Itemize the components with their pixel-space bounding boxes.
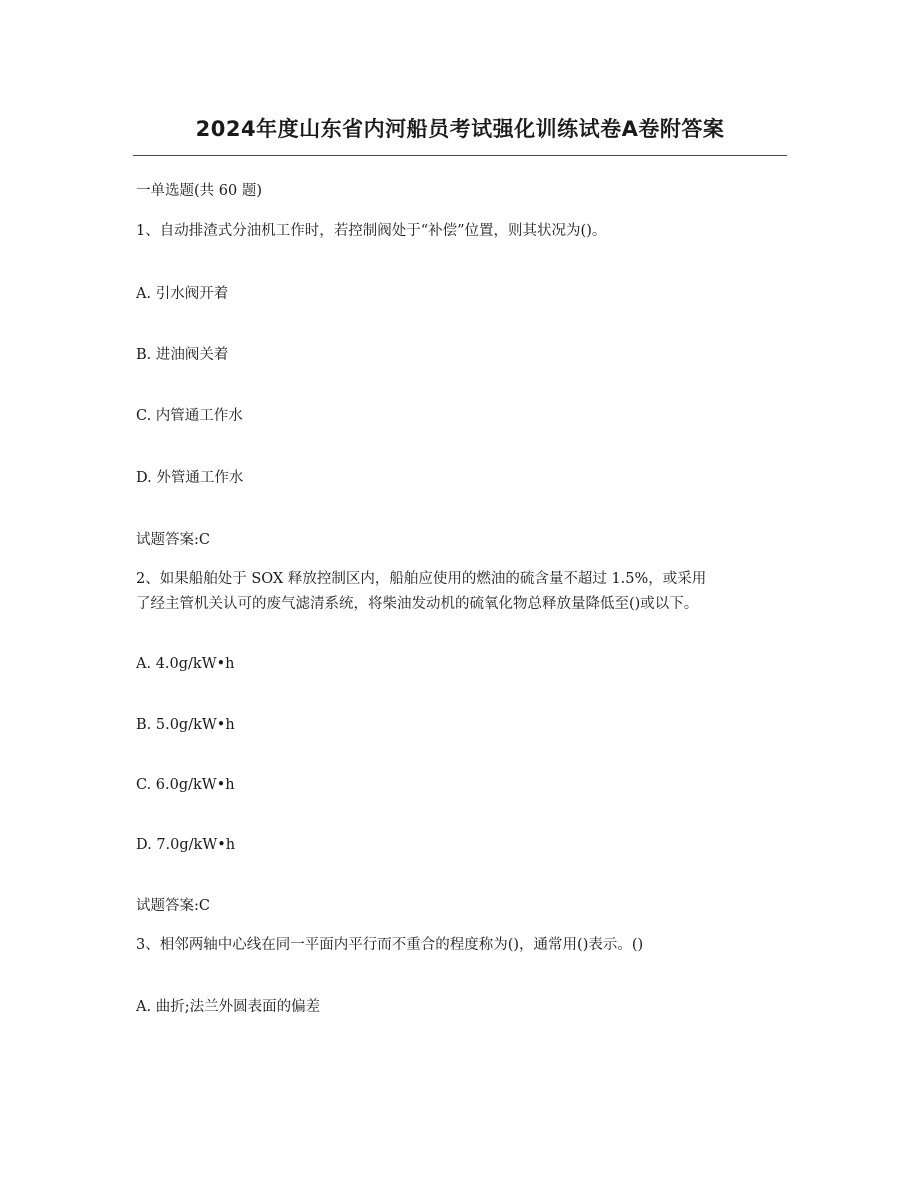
question-1-answer: 试题答案:C	[136, 532, 210, 548]
question-3-text: 3、相邻两轴中心线在同一平面内平行而不重合的程度称为()，通常用()表示。()	[136, 937, 644, 953]
question-2-text-line-2: 了经主管机关认可的废气滤清系统，将柴油发动机的硫氧化物总释放量降低至()或以下。	[136, 596, 699, 612]
question-1-option-a: A. 引水阀开着	[136, 286, 229, 302]
question-1-option-c: C. 内管通工作水	[136, 408, 243, 424]
title-divider	[133, 155, 787, 156]
question-3-option-a: A. 曲折;法兰外圆表面的偏差	[136, 999, 321, 1015]
question-2-answer: 试题答案:C	[136, 898, 210, 914]
document-title: 2024年度山东省内河船员考试强化训练试卷A卷附答案	[195, 117, 725, 141]
question-2-option-c: C. 6.0g/kW•h	[136, 777, 235, 793]
question-1-text: 1、自动排渣式分油机工作时，若控制阀处于“补偿”位置，则其状况为()。	[136, 223, 607, 239]
question-1-option-b: B. 进油阀关着	[136, 347, 229, 363]
question-2-option-a: A. 4.0g/kW•h	[136, 656, 235, 672]
question-2-text-line-1: 2、如果船舶处于 SOX 释放控制区内，船舶应使用的燃油的硫含量不超过 1.5%，或采用	[136, 571, 707, 587]
section-heading: 一单选题(共 60 题)	[136, 183, 262, 199]
question-2-option-d: D. 7.0g/kW•h	[136, 837, 236, 853]
question-2-option-b: B. 5.0g/kW•h	[136, 717, 235, 733]
question-1-option-d: D. 外管通工作水	[136, 470, 244, 486]
